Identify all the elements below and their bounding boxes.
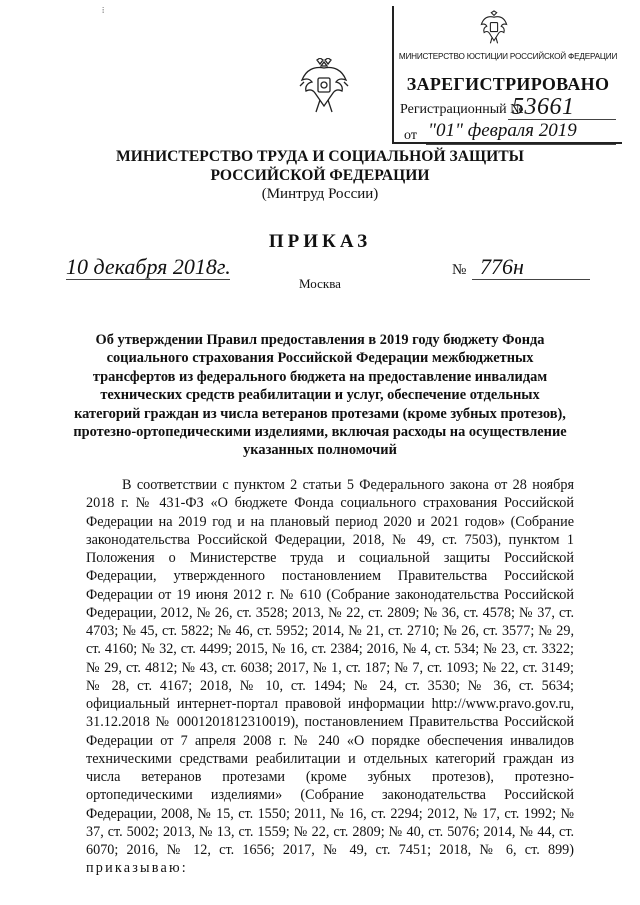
order-subject bbox=[70, 331, 570, 460]
corner-mark: ⁞ bbox=[102, 6, 105, 15]
stamp-date-value: "01" февраля 2019 bbox=[428, 120, 577, 141]
subject-line: указанных полномочий bbox=[243, 442, 397, 459]
order-body-paragraph bbox=[86, 476, 574, 878]
ministry-short-name: (Минтруд России) bbox=[261, 186, 379, 202]
order-date: 10 декабря 2018г. bbox=[66, 254, 231, 279]
subject-line: технических средств реабилитации и услуг, обеспечение отдельных bbox=[100, 387, 540, 404]
stamp-date-label: от bbox=[404, 128, 417, 143]
subject-line: социального страхования Российской Федерации межбюджетных bbox=[106, 350, 534, 367]
body-text: В соответствии с пунктом 2 статьи 5 Федерального закона от 28 ноября 2018 г. № 431-ФЗ «О бюджете Фонда социального страхования Российской Федерации на 2019 год и на плановый период 2020 и 2021 годов» (Собрание законодательства Российской Федерации, 2018, № 49, ст. 7503), пунктом 1 Положения о Министерстве труда и социальной защиты Российской Федерации, утвержденного постановлением Правительства Российской Федерации от 19 июня 2012 г. № 610 (Собрание законодательства Российской Федерации, 2012, № 26, ст. 3528; 2013, № 22, ст. 2809; № 36, ст. 4578; № 37, ст. 4703; № 45, ст. 5822; № 46, ст. 5952; 2014, № 21, ст. 2710; № 26, ст. 3577; № 29, ст. 4160; № 32, ст. 4499; 2015, № 16, ст. 2384; 2016, № 4, ст. 534; № 23, ст. 3322; № 29, ст. 4812; № 43, ст. 6038; 2017, № 1, ст. 187; № 7, ст. 1093; № 22, ст. 3149; № 28, ст. 4167; 2018, № 10, ст. 1494; № 24, ст. 3530; № 36, ст. 5634; официальный интернет-портал правовой информации http://www.pravo.gov.ru, 31.12.2018 № 0001201812310019), постановлением Правительства Российской Федерации от 7 апреля 2008 г. № 240 «О порядке обеспечения инвалидов техническими средствами реабилитации и отдельных категорий граждан из числа ветеранов протезами (кроме зубных протезов), протезно-ортопедическими изделиями» (Собрание законодательства Российской Федерации, 2008, № 15, ст. 1550; 2011, № 16, ст. 2294; 2012, № 17, ст. 1992; № 37, ст. 5002; 2013, № 13, ст. 1559; № 22, ст. 2809; № 40, ст. 5076; 2014, № 44, ст. 6070; 2016, № 12, ст. 1656; 2017, № 49, ст. 7451; 2018, № 6, ст. 899) bbox=[86, 477, 574, 858]
stamp-registered-label: ЗАРЕГИСТРИРОВАНО bbox=[406, 74, 610, 94]
subject-line: категорий граждан из числа ветеранов протезами (кроме зубных протезов), bbox=[74, 405, 566, 422]
order-closing-word: приказываю: bbox=[86, 860, 188, 877]
order-number-label: № bbox=[452, 262, 467, 278]
order-number: 776н bbox=[480, 254, 524, 279]
subject-line: трансфертов из федерального бюджета на предоставление инвалидам bbox=[92, 368, 548, 385]
order-title: ПРИКАЗ bbox=[268, 231, 372, 252]
ministry-name-line1: МИНИСТЕРСТВО ТРУДА И СОЦИАЛЬНОЙ ЗАЩИТЫ bbox=[116, 148, 524, 165]
order-city: Москва bbox=[299, 276, 341, 291]
stamp-reg-number: 53661 bbox=[512, 94, 575, 120]
stamp-date-underline bbox=[426, 144, 616, 145]
registration-stamp bbox=[392, 6, 622, 144]
stamp-ministry-name: МИНИСТЕРСТВО ЮСТИЦИИ РОССИЙСКОЙ ФЕДЕРАЦИИ bbox=[398, 52, 618, 61]
stamp-reg-number-label: Регистрационный № bbox=[400, 102, 524, 117]
russian-coat-of-arms-icon bbox=[298, 58, 350, 114]
coat-of-arms-icon bbox=[476, 10, 512, 46]
subject-line: протезно-ортопедическими изделиями, включая расходы на осуществление bbox=[73, 424, 567, 441]
ministry-name-line2: РОССИЙСКОЙ ФЕДЕРАЦИИ bbox=[210, 167, 430, 184]
subject-line: Об утверждении Правил предоставления в 2019 году бюджету Фонда bbox=[95, 332, 545, 348]
